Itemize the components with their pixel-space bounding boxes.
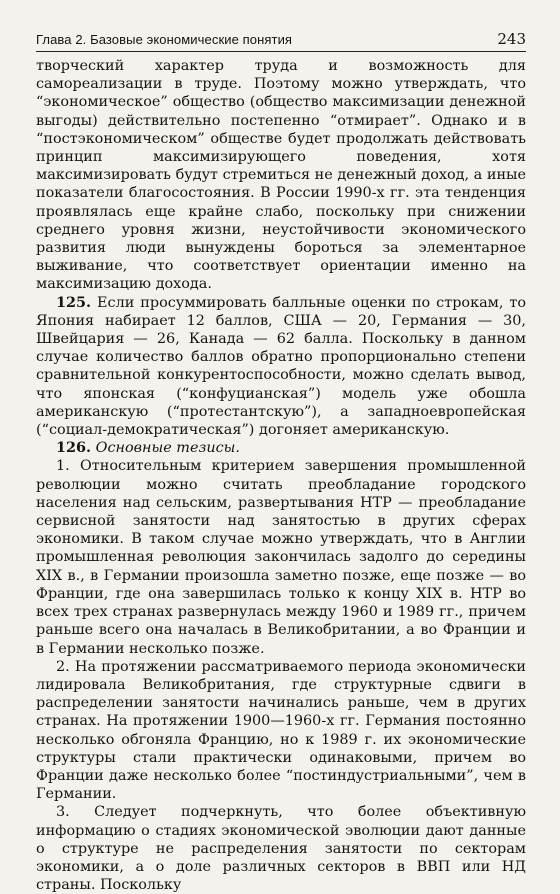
running-header [36, 30, 526, 52]
paragraph-125-text: Если просуммировать балльные оценки по строкам, то Япония набирает 12 баллов, США — 20, Германия — 30, Швейцария — 26, Канада — 62 балла. Поскольку в данном случае количество баллов обратно пропорционально степени сравнительной конкурентоспособности, можно сделать вывод, что японская (“конфуцианская”) модель уже обошла американскую (“протестантскую”), а западноевропейская (“социал-демократическая”) догоняет американскую. [36, 294, 526, 439]
thesis-3: 3. Следует подчеркнуть, что более объективную информацию о стадиях экономической эволюции дают данные о структуре не распределения занятости по секторам экономики, а о доле различных секторов в ВВП или НД страны. Поскольку [36, 804, 526, 894]
item-number-126: 126. [56, 439, 92, 457]
thesis-1: 1. Относительным критерием завершения промышленной революции можно считать преобладание городского населения над сельским, развертывания НТР — преобладание сервисной занятости над занятостью в других сферах экономики. В таком случае можно утверждать, что в Англии промышленная революция закончилась задолго до середины XIX в., в Германии произошла заметно позже, еще позже — во Франции, где она завершилась только к концу XIX в. НТР во всех трех странах развернулась между 1960 и 1989 гг., причем раньше всего она началась в Великобритании, а во Франции и в Германии несколько позже. [36, 458, 526, 657]
section-heading: Основные тезисы. [95, 440, 240, 457]
thesis-2: 2. На протяжении рассматриваемого периода экономически лидировала Великобритания, где структурные сдвиги в распределении занятости начинались раньше, чем в других странах. На протяжении 1900—1960-х гг. Германия постоянно несколько обгоняла Францию, но к 1989 г. их экономические структуры стали практически одинаковыми, причем во Франции даже несколько более “постиндустриальными”, чем в Германии. [36, 658, 526, 803]
item-number-125: 125. [56, 293, 92, 311]
paragraph-126 [36, 439, 526, 457]
page-number: 243 [497, 30, 526, 48]
paragraph-125 [36, 294, 526, 440]
chapter-title: Глава 2. Базовые экономические понятия [36, 32, 293, 47]
paragraph-continuation: творческий характер труда и возможность для самореализации в труде. Поэтому можно утверждать, что “экономическое” общество (общество максимизации денежной выгоды) действительно постепенно “отмирает”. Однако и в “постэкономическом” обществе будет продолжать действовать принцип максимизирующего поведения, хотя максимизировать будут стремиться не денежный доход, а иные показатели благосостояния. В России 1990-х гг. эта тенденция проявлялась еще крайне слабо, поскольку при снижении среднего уровня жизни, неустойчивости экономического развития люди вынуждены бороться за элементарное выживание, что соответствует ориентации именно на максимизацию дохода. [36, 58, 526, 293]
page-body [36, 57, 526, 894]
